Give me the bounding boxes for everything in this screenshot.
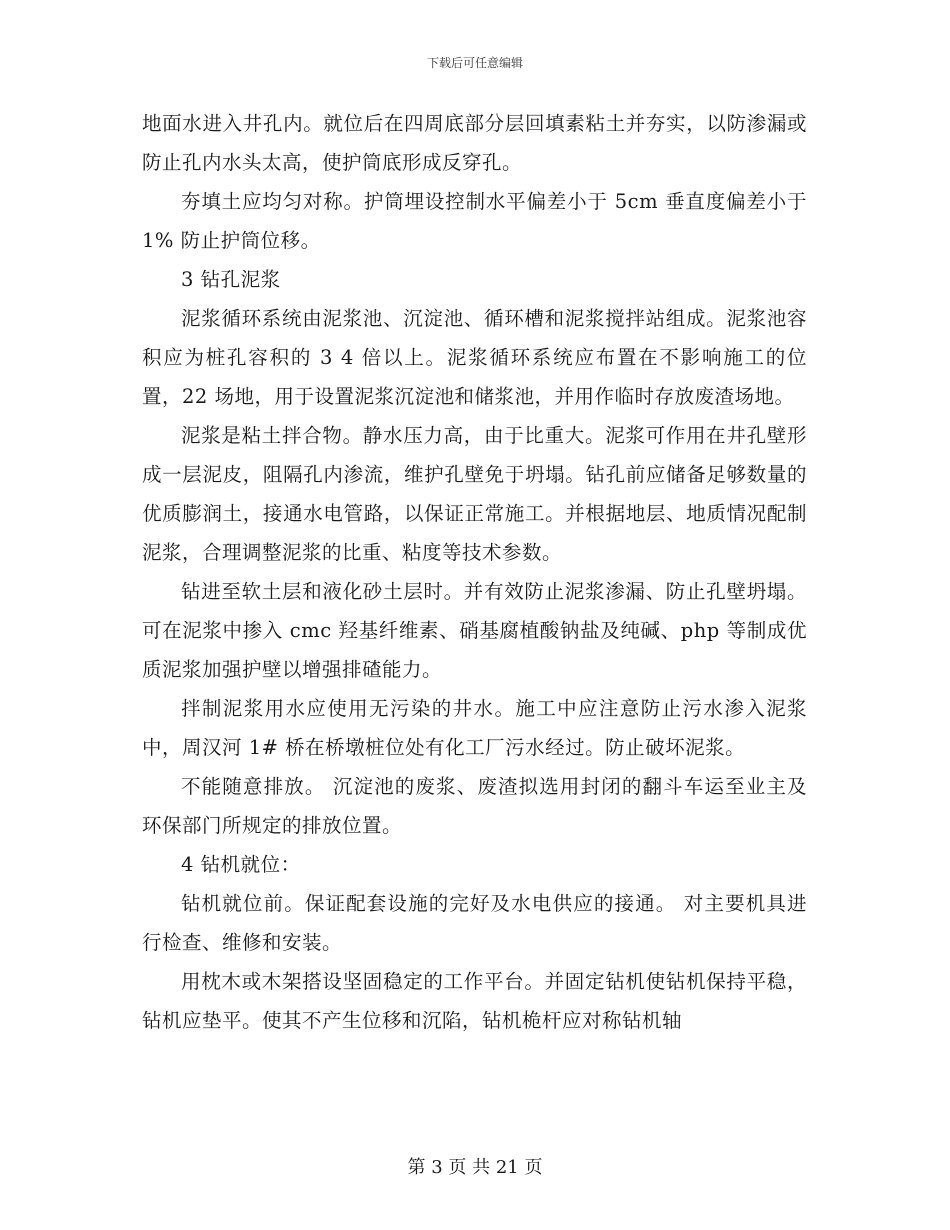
paragraph-8: 钻机就位前。保证配套设施的完好及水电供应的接通。 对主要机具进行检查、维修和安装。: [142, 892, 807, 954]
paragraph-1: 地面水进入井孔内。就位后在四周底部分层回填素粘土并夯实，以防渗漏或防止孔内水头太高，使护筒底形成反穿孔。: [142, 112, 807, 174]
paragraph-3: 泥浆循环系统由泥浆池、沉淀池、循环槽和泥浆搅拌站组成。泥浆池容积应为桩孔容积的 3 4 倍以上。泥浆循环系统应布置在不影响施工的位置，22 场地，用于设置泥浆沉淀池和储浆池，并用作临时存放废渣场地。: [142, 307, 807, 408]
page-header: 下载后可任意编辑: [426, 56, 523, 70]
paragraph-2: 夯填土应均匀对称。护筒埋设控制水平偏差小于 5cm 垂直度偏差小于 1% 防止护筒位移。: [142, 190, 807, 252]
document-body: [142, 104, 807, 1040]
paragraph-6: 拌制泥浆用水应使用无污染的井水。施工中应注意防止污水渗入泥浆中，周汉河 1# 桥在桥墩桩位处有化工厂污水经过。防止破坏泥浆。: [142, 697, 807, 759]
page-number-footer: 第 3 页 共 21 页: [407, 1157, 543, 1178]
section-heading-drill-positioning: 4 钻机就位：: [181, 853, 301, 876]
paragraph-7: 不能随意排放。 沉淀池的废浆、废渣拟选用封闭的翻斗车运至业主及环保部门所规定的排放位置。: [142, 775, 807, 837]
section-heading-drilling-mud: 3 钻孔泥浆: [181, 268, 281, 291]
paragraph-9: 用枕木或木架搭设坚固稳定的工作平台。并固定钻机使钻机保持平稳，钻机应垫平。使其不产生位移和沉陷，钻机桅杆应对称钻机轴: [142, 970, 807, 1032]
paragraph-4: 泥浆是粘土拌合物。静水压力高，由于比重大。泥浆可作用在井孔壁形成一层泥皮，阻隔孔内渗流，维护孔壁免于坍塌。钻孔前应储备足够数量的优质膨润土，接通水电管路，以保证正常施工。并根据地层、地质情况配制泥浆，合理调整泥浆的比重、粘度等技术参数。: [142, 424, 807, 564]
paragraph-5: 钻进至软土层和液化砂土层时。并有效防止泥浆渗漏、防止孔壁坍塌。 可在泥浆中掺入 cmc 羟基纤维素、硝基腐植酸钠盐及纯碱、php 等制成优质泥浆加强护壁以增强排碴能力。: [142, 580, 807, 681]
